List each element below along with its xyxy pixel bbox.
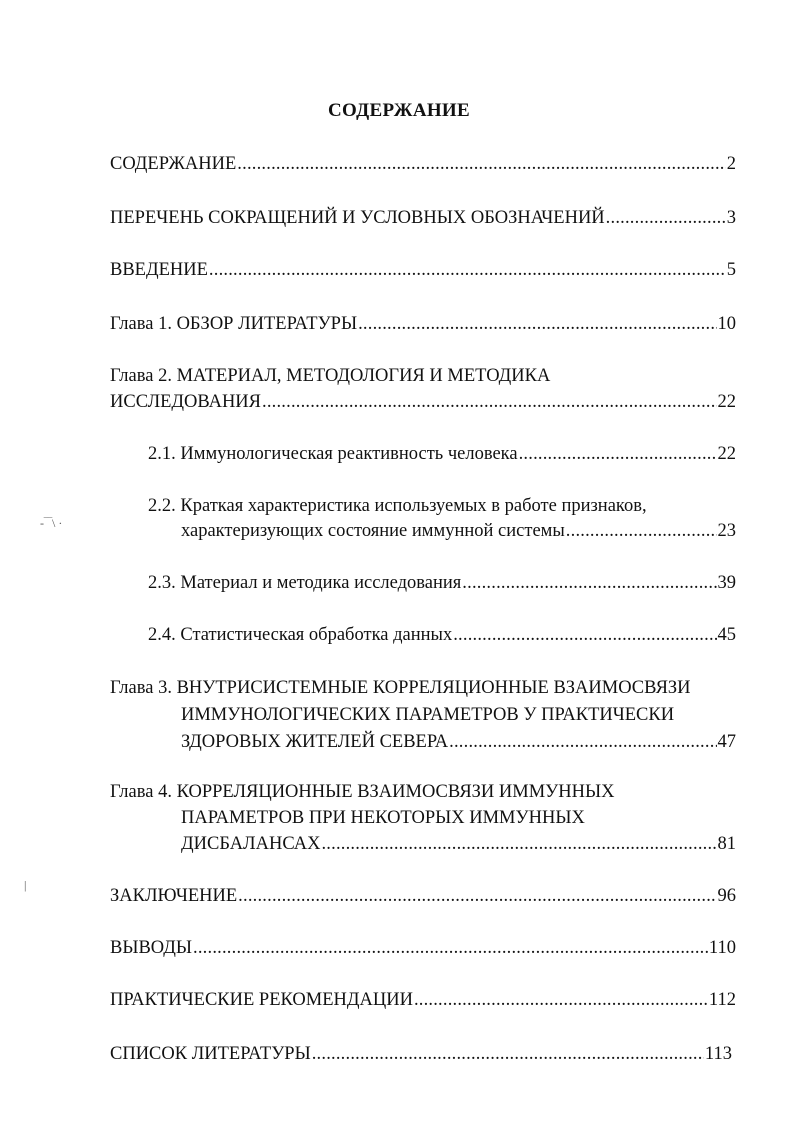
toc-page-number: 22 xyxy=(717,392,736,412)
toc-entry-conclusion[interactable] xyxy=(110,884,736,908)
toc-entry-chapter-4[interactable] xyxy=(181,832,736,856)
toc-page-number: 81 xyxy=(717,834,736,854)
leader-dots xyxy=(453,623,716,647)
toc-entry-recommendations[interactable] xyxy=(110,988,736,1012)
toc-entry-label: 2.4. Статистическая обработка данных xyxy=(148,625,453,645)
leader-dots xyxy=(358,312,716,336)
toc-entry-label: ИССЛЕДОВАНИЯ xyxy=(110,392,261,412)
page-title: СОДЕРЖАНИЕ xyxy=(328,100,470,121)
toc-page-number: 2 xyxy=(726,154,736,174)
toc-entry-chapter-1[interactable] xyxy=(110,312,736,336)
toc-entry-references[interactable] xyxy=(110,1042,732,1066)
toc-page-number: 113 xyxy=(704,1044,732,1064)
leader-dots xyxy=(566,519,717,543)
toc-page-number: 96 xyxy=(717,886,736,906)
toc-page-number: 22 xyxy=(717,444,736,464)
toc-entry-label: ДИСБАЛАНСАХ xyxy=(181,834,321,854)
leader-dots xyxy=(414,988,708,1012)
toc-entry-chapter-4-line2[interactable]: ПАРАМЕТРОВ ПРИ НЕКОТОРЫХ ИММУННЫХ xyxy=(181,808,585,828)
toc-entry-chapter-2-line1[interactable]: Глава 2. МАТЕРИАЛ, МЕТОДОЛОГИЯ И МЕТОДИКА xyxy=(110,366,551,386)
toc-entry-section-2-4[interactable] xyxy=(148,623,736,647)
toc-entry-label: СПИСОК ЛИТЕРАТУРЫ xyxy=(110,1044,311,1064)
toc-entry-section-2-1[interactable] xyxy=(148,442,736,466)
toc-entry-chapter-4-line1[interactable]: Глава 4. КОРРЕЛЯЦИОННЫЕ ВЗАИМОСВЯЗИ ИММУННЫХ xyxy=(110,782,615,802)
toc-page-number: 112 xyxy=(708,990,736,1010)
scan-artifact-mark: -‾‾\ · xyxy=(40,516,63,530)
leader-dots xyxy=(238,884,716,908)
toc-page-number: 45 xyxy=(717,625,736,645)
toc-page-number: 23 xyxy=(717,521,736,541)
toc-entry-chapter-3[interactable] xyxy=(181,730,736,754)
leader-dots xyxy=(209,258,726,282)
toc-entry-section-2-2-line1[interactable]: 2.2. Краткая характеристика используемых в работе признаков, xyxy=(148,496,647,516)
leader-dots xyxy=(237,152,725,176)
toc-entry-section-2-2[interactable] xyxy=(181,519,736,543)
toc-entry-label: ПРАКТИЧЕСКИЕ РЕКОМЕНДАЦИИ xyxy=(110,990,413,1010)
toc-entry-label: ЗДОРОВЫХ ЖИТЕЛЕЙ СЕВЕРА xyxy=(181,732,449,752)
toc-entry-label: 2.3. Материал и методика исследования xyxy=(148,573,462,593)
toc-page-number: 110 xyxy=(708,938,736,958)
leader-dots xyxy=(193,936,708,960)
toc-entry-label: Глава 1. ОБЗОР ЛИТЕРАТУРЫ xyxy=(110,314,358,334)
leader-dots xyxy=(262,390,717,414)
toc-entry-label: ЗАКЛЮЧЕНИЕ xyxy=(110,886,238,906)
leader-dots xyxy=(449,730,716,754)
toc-page-number: 47 xyxy=(717,732,736,752)
toc-entry-abbreviations[interactable] xyxy=(110,206,736,230)
toc-entry-label: 2.1. Иммунологическая реактивность человека xyxy=(148,444,518,464)
leader-dots xyxy=(606,206,726,230)
scan-artifact-tick: | xyxy=(24,878,27,892)
toc-page-number: 3 xyxy=(726,208,736,228)
toc-entry-chapter-2[interactable] xyxy=(110,390,736,414)
toc-entry-label: ВЫВОДЫ xyxy=(110,938,193,958)
leader-dots xyxy=(462,571,716,595)
toc-entry-introduction[interactable] xyxy=(110,258,736,282)
toc-entry-section-2-3[interactable] xyxy=(148,571,736,595)
toc-entry-label: СОДЕРЖАНИЕ xyxy=(110,154,237,174)
toc-entry-chapter-3-line1[interactable]: Глава 3. ВНУТРИСИСТЕМНЫЕ КОРРЕЛЯЦИОННЫЕ ВЗАИМОСВЯЗИ xyxy=(110,678,691,698)
toc-entry-label: характеризующих состояние иммунной системы xyxy=(181,521,565,541)
toc-entry-findings[interactable] xyxy=(110,936,736,960)
leader-dots xyxy=(312,1042,704,1066)
leader-dots xyxy=(321,832,716,856)
toc-entry-contents[interactable] xyxy=(110,152,736,176)
toc-page-number: 10 xyxy=(717,314,736,334)
toc-page-number: 39 xyxy=(717,573,736,593)
toc-entry-label: ВВЕДЕНИЕ xyxy=(110,260,208,280)
toc-entry-chapter-3-line2[interactable]: ИММУНОЛОГИЧЕСКИХ ПАРАМЕТРОВ У ПРАКТИЧЕСКИ xyxy=(181,705,675,725)
leader-dots xyxy=(519,442,717,466)
toc-page-number: 5 xyxy=(726,260,736,280)
toc-entry-label: ПЕРЕЧЕНЬ СОКРАЩЕНИЙ И УСЛОВНЫХ ОБОЗНАЧЕНИЙ xyxy=(110,208,605,228)
